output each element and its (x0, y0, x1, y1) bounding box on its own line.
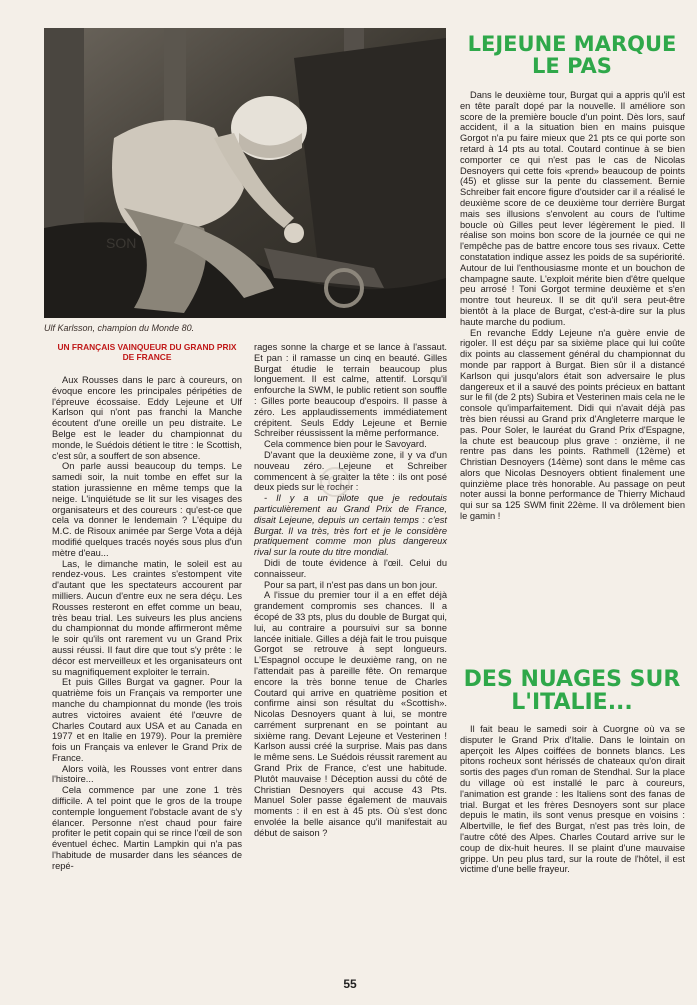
column-2 (254, 342, 447, 839)
paragraph: Dans le deuxième tour, Burgat qui a appris qu'il est en tête paraît dopé par la nouvelle. Il améliore son score de la première boucle d'un point. Dès lors, sauf accident, il a la situation bien en mains puisque Gorgot n'a pu faire mieux que 21 pts ce qui porte son retard à 14 pts au total. Coutard continue à se bien comporter ce qui n'est pas le cas de Nicolas Desnoyers qui cette fois «prend» beaucoup de points (45) et glisse sur la pente du classement. Bernie Schreiber fait encore figure d'outsider car il a réalisé le deuxième score de ce deuxième tour derrière Burgat mais ses illusions s'envolent au cours de l'ultime boucle où Gilles peut lever légèrement le pied. Il réalise son moins bon score de la journée ce qui ne l'empêche pas de battre encore tous ses rivaux. Cette constatation indique assez les poids de sa supériorité. Autour de lui l'enthousiasme monte et un bouchon de champagne saute. L'exploit mérite bien d'être quelque peu arrosé ! Toni Gorgot termine deuxième et s'en montre tout heureux. Il se dit qu'il sera peut-être bientôt à la place de Burgat, c'est-à-dire sur la plus haute marche du podium. (460, 90, 685, 327)
page-number: 55 (343, 977, 357, 991)
column-3 (460, 90, 685, 522)
paragraph: On parle aussi beaucoup du temps. Le samedi soir, la nuit tombe en effet sur la station jurassienne en même temps que la neige. L'inquiétude se lit sur les visages des organisateurs et des coureurs : qu'est-ce que cela va donner le lendemain ? L'équipe du M.C. de Risoux animée par Serge Vota a déjà modifié quelques tracés noyés sous plus d'un mètre d'eau... (52, 461, 242, 558)
paragraph: En revanche Eddy Lejeune n'a guère envie de rigoler. Il est déçu par sa sixième place qui lui coûte dix points au classement général du championnat du monde par rapport à Burgat. Bien sûr il a distancé Karlson qui jusqu'alors était son adversaire le plus dangereux et il a sauvé des points précieux en battant sur le fil (de 2 pts) Subira et Vesterinen mais cela ne le console qu'imparfaitement. Didi qui n'avait déjà pas très bien réussi au Grand prix d'Angleterre marque le pas. Pour Soler, le lauréat du Grand Prix d'Espagne, la chute est beaucoup plus grave : onzième, il ne rentre pas dans les points. Rathmell (12ème) et Christian Desnoyers (14ème) sont dans le même cas alors que Nicolas Desnoyers obtient finalement une quinzième place très honorable. Au passage on peut noter aussi la bonne performance de Thierry Michaud qui sur sa 125 SWM finit 22ème. Il va drôlement bien le gamin ! (460, 327, 685, 522)
subhead-francais-vainqueur: UN FRANÇAIS VAINQUEUR DU GRAND PRIX DE FRANCE (57, 342, 237, 362)
paragraph: Las, le dimanche matin, le soleil est au rendez-vous. Les craintes s'estompent vite d'autant que les spectateurs accourent par milliers. Aucun d'entre eux ne sera déçu. Les Rousses resteront en effet comme un beau, très beau trial. Les suiveurs les plus anciens du championnat du monde affirmeront même le soir qu'ils ont rarement vu un Grand Prix aussi réussi. Il faut dire que tout s'y prête : le décor est merveilleux et les organisateurs ont su magnifiquement exploiter le terrain. (52, 558, 242, 677)
jersey-text: SON (106, 235, 137, 251)
headline-lejeune: LEJEUNE MARQUE LE PAS (467, 32, 677, 78)
column-4 (460, 724, 685, 875)
paragraph: Didi de toute évidence à l'œil. Celui du connaisseur. (254, 557, 447, 579)
paragraph: Alors voilà, les Rousses vont entrer dans l'histoire... (52, 763, 242, 785)
photo-caption: Ulf Karlsson, champion du Monde 80. (44, 323, 195, 333)
photo-rider (44, 28, 446, 318)
paragraph: Cela commence par une zone 1 très difficile. A tel point que le gros de la troupe contemple longuement l'obstacle avant de s'y élancer. Personne n'est chaud pour faire profiter le petit copain qui se rince l'œil de son éventuel échec. Martin Lampkin qui n'a pas l'habitude de musarder dans les séances de repé- (52, 785, 242, 871)
paragraph: Aux Rousses dans le parc à coureurs, on évoque encore les principales péripéties de l'épreuve écossaise. Eddy Lejeune et Ulf Karlson qui n'ont pas franchi la Manche écoutent d'une oreille un peu distraite. Le Belge est le leader du championnat du monde, le Suédois détient le titre : le Scottish, c'est sûr, a souffert de son absence. (52, 375, 242, 461)
paragraph: Il fait beau le samedi soir à Cuorgne où va se disputer le Grand Prix d'Italie. Dans le lointain on aperçoit les Alpes coiffées de bonnets blancs. Les pitons rocheux sont hérissés de chateaux qu'on dirait sortis des pages d'un roman de Stendhal. Sur la place du village où est installé le parc à coureurs, l'animation est grande : les Italiens sont des fanas de trial. Burgat et les frères Desnoyers sont sur place depuis le matin, ils sont venus presque en voisins : Albertville, le fief des Burgat, n'est pas très loin, de l'autre côté des Alpes. Charles Coutard arrive sur le coup de dix-huit heures. Il se plaint d'une mauvaise grippe. Un peu plus tard, sur la route de l'hôtel, il est victime d'une belle frayeur. (460, 724, 685, 875)
headline-nuages: DES NUAGES SUR L'ITALIE... (463, 667, 681, 715)
watermark-logo (300, 465, 370, 500)
trial-rider-photo (44, 28, 446, 318)
paragraph: A l'issue du premier tour il a en effet déjà grandement compromis ses chances. Il a écopé de 33 pts, plus du double de Burgat qui, lui, au contraire a poursuivi sur sa bonne lancée initiale. Gilles a déjà fait le trou puisque Gorgot se retrouve à sept longueurs. L'Espagnol occupe le deuxième rang, on ne l'attendait pas à pareille fête. On remarque encore la très bonne tenue de Charles Coutard qui arrive en quatrième position et confirme ainsi son résultat du «Scottish». Nicolas Desnoyers quant à lui, se montre carrément surprenant en se pointant au sixième rang. Devant Lejeune et Vesterinen ! Karlson aussi créé la surprise. Mais pas dans le même sens. Le Suédois réussit rarement au Grand Prix de France, c'est une habitude. Plutôt mauvaise ! Déception aussi du côté de Christian Desnoyers qui accuse 43 Pts. Manuel Soler passe également de mauvais moments : il en est à 45 pts. Où s'est donc envolée la belle aisance qu'il manifestait au début de saison ? (254, 590, 447, 838)
paragraph: Et puis Gilles Burgat va gagner. Pour la quatrième fois un Français va remporter une manche du championnat du monde (les trois autres victoires avaient été l'œuvre de Charles Coutard aux USA et au Canada en 1977 et en Italie en 1979). Pour la première fois un Français va enlever le Grand Prix de France. (52, 677, 242, 763)
quote-lejeune: - Il y a un pilote que je redoutais particulièrement au Grand Prix de France, disait Lejeune, depuis un certain temps : c'est Burgat. Il va très, très fort et je le considère pratiquement comme mon plus dangereux rival sur la route du titre mondial. (254, 493, 447, 558)
paragraph: Cela commence bien pour le Savoyard. (264, 439, 427, 450)
paragraph: rages sonne la charge et se lance à l'assaut. Et pan : il ramasse un cinq en beauté. Gilles Burgat étudie le terrain beaucoup plus longuement. Il est calme, attentif. Lorsqu'il enfourche la SWM, le public retient son souffle : Gilles porte beaucoup d'espoirs. Il passe à zéro. Les applaudissements immédiatement crépitent. Seuls Eddy Lejeune et Bernie Schreiber réussissent la même performance. (254, 342, 447, 439)
column-1 (52, 375, 242, 872)
paragraph: D'avant que la deuxième zone, il y va d'un nouveau zéro. Lejeune et Schreiber commencent à se gratter la tête : ils ont posé deux pieds sur le rocher : (254, 449, 447, 493)
paragraph: Pour sa part, il n'est pas dans un bon jour. (264, 579, 438, 590)
